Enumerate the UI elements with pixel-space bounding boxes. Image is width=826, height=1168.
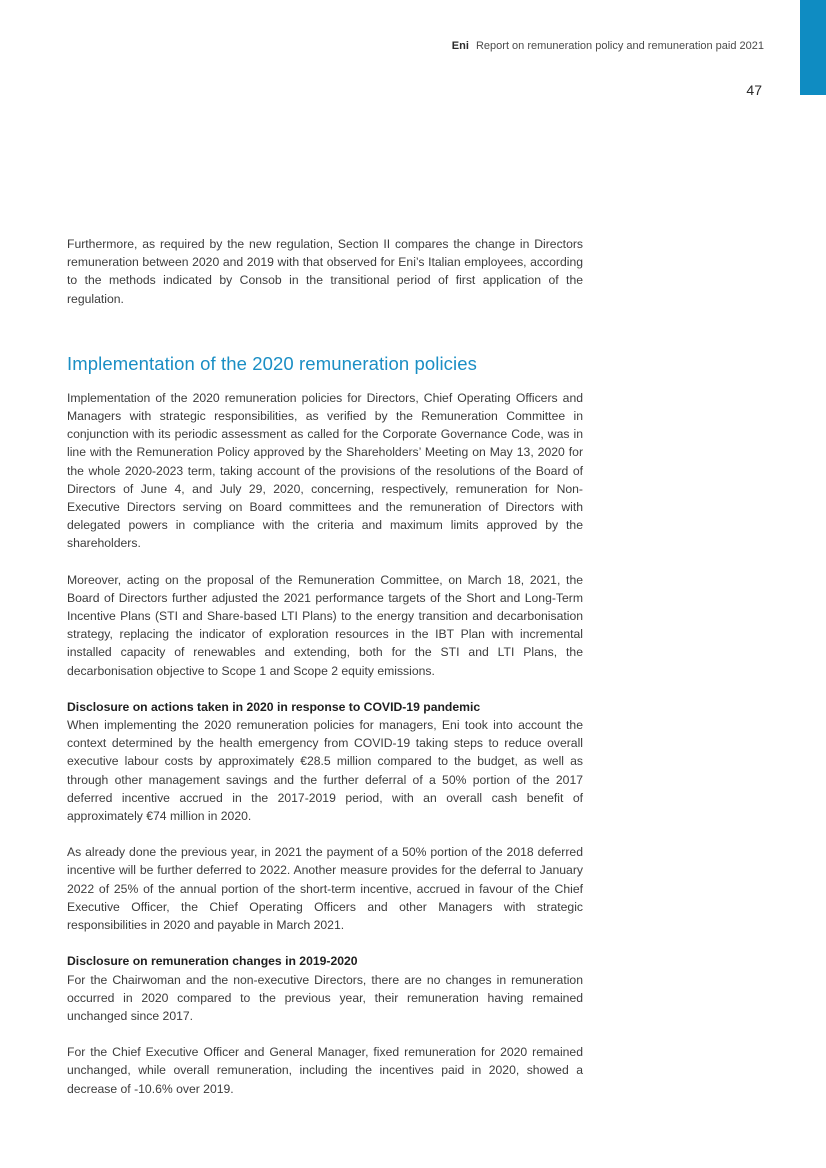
report-title: Report on remuneration policy and remuneration paid 2021	[475, 40, 764, 52]
page-body	[67, 235, 583, 1098]
ceo-paragraph: For the Chief Executive Officer and General Manager, fixed remuneration for 2020 remained unchanged, while overall remuneration, including the incentives paid in 2020, showed a decrease of -10.6% over 2019.	[67, 1045, 583, 1096]
changes-subheading: Disclosure on remuneration changes in 2019-2020	[67, 954, 358, 969]
implementation-paragraph: Implementation of the 2020 remuneration policies for Directors, Chief Operating Officers and Managers with strategic responsibilities, as verified by the Remuneration Committee in conjunction with its periodic assessment as called for the Corporate Governance Code, was in line with the Remuneration Policy approved by the Shareholders’ Meeting on May 13, 2020 for the whole 2020-2023 term, taking account of the provisions of the resolutions of the Board of Directors of June 4, and July 29, 2020, concerning, respectively, remuneration for Non-Executive Directors serving on Board committees and the remuneration of Directors with delegated powers in compliance with the criteria and maximum limits approved by the shareholders.	[67, 390, 583, 551]
covid-subheading: Disclosure on actions taken in 2020 in response to COVID-19 pandemic	[67, 699, 481, 714]
paragraph-spacer	[67, 680, 583, 698]
chairwoman-paragraph: For the Chairwoman and the non-executive Directors, there are no changes in remuneration occurred in 2020 compared to the previous year, their remuneration having remained unchanged since 2017.	[67, 972, 583, 1023]
moreover-paragraph: Moreover, acting on the proposal of the Remuneration Committee, on March 18, 2021, the Board of Directors further adjusted the 2021 performance targets of the Short and Long-Term Incentive Plans (STI and Share-based LTI Plans) to the energy transition and decarbonisation strategy, replacing the indicator of exploration resources in the IBT Plan with incremental installed capacity of renewables and extending, both for the STI and LTI Plans, the decarbonisation objective to Scope 1 and Scope 2 equity emissions.	[67, 572, 583, 678]
paragraph-spacer	[67, 553, 583, 571]
accent-tab	[800, 0, 826, 95]
paragraph-spacer	[67, 1025, 583, 1043]
deferral-paragraph: As already done the previous year, in 2021 the payment of a 50% portion of the 2018 deferred incentive will be further deferred to 2022. Another measure provides for the deferral to January 2022 of 25% of the annual portion of the short-term incentive, accrued in favour of the Chief Executive Officer, the Chief Operating Officers and other Managers with strategic responsibilities in 2020 and payable in March 2021.	[67, 845, 583, 933]
paragraph-spacer	[67, 825, 583, 843]
brand-name: Eni	[451, 40, 469, 52]
intro-paragraph: Furthermore, as required by the new regulation, Section II compares the change in Directors remuneration between 2020 and 2019 with that observed for Eni’s Italian employees, according to the methods indicated by Consob in the transitional period of first application of the regulation.	[67, 237, 583, 306]
running-header	[452, 40, 764, 52]
section-heading: Implementation of the 2020 remuneration policies	[67, 352, 477, 374]
covid-paragraph: When implementing the 2020 remuneration policies for managers, Eni took into account the context determined by the health emergency from COVID-19 taking steps to reduce overall executive labour costs by approximately €28.5 million compared to the budget, as well as through other management savings and the further deferral of a 50% portion of the 2017 deferred incentive accrued in the 2017-2019 period, with an overall cash benefit of approximately €74 million in 2020.	[67, 718, 583, 824]
paragraph-spacer	[67, 934, 583, 952]
page-number: 47	[746, 82, 762, 98]
